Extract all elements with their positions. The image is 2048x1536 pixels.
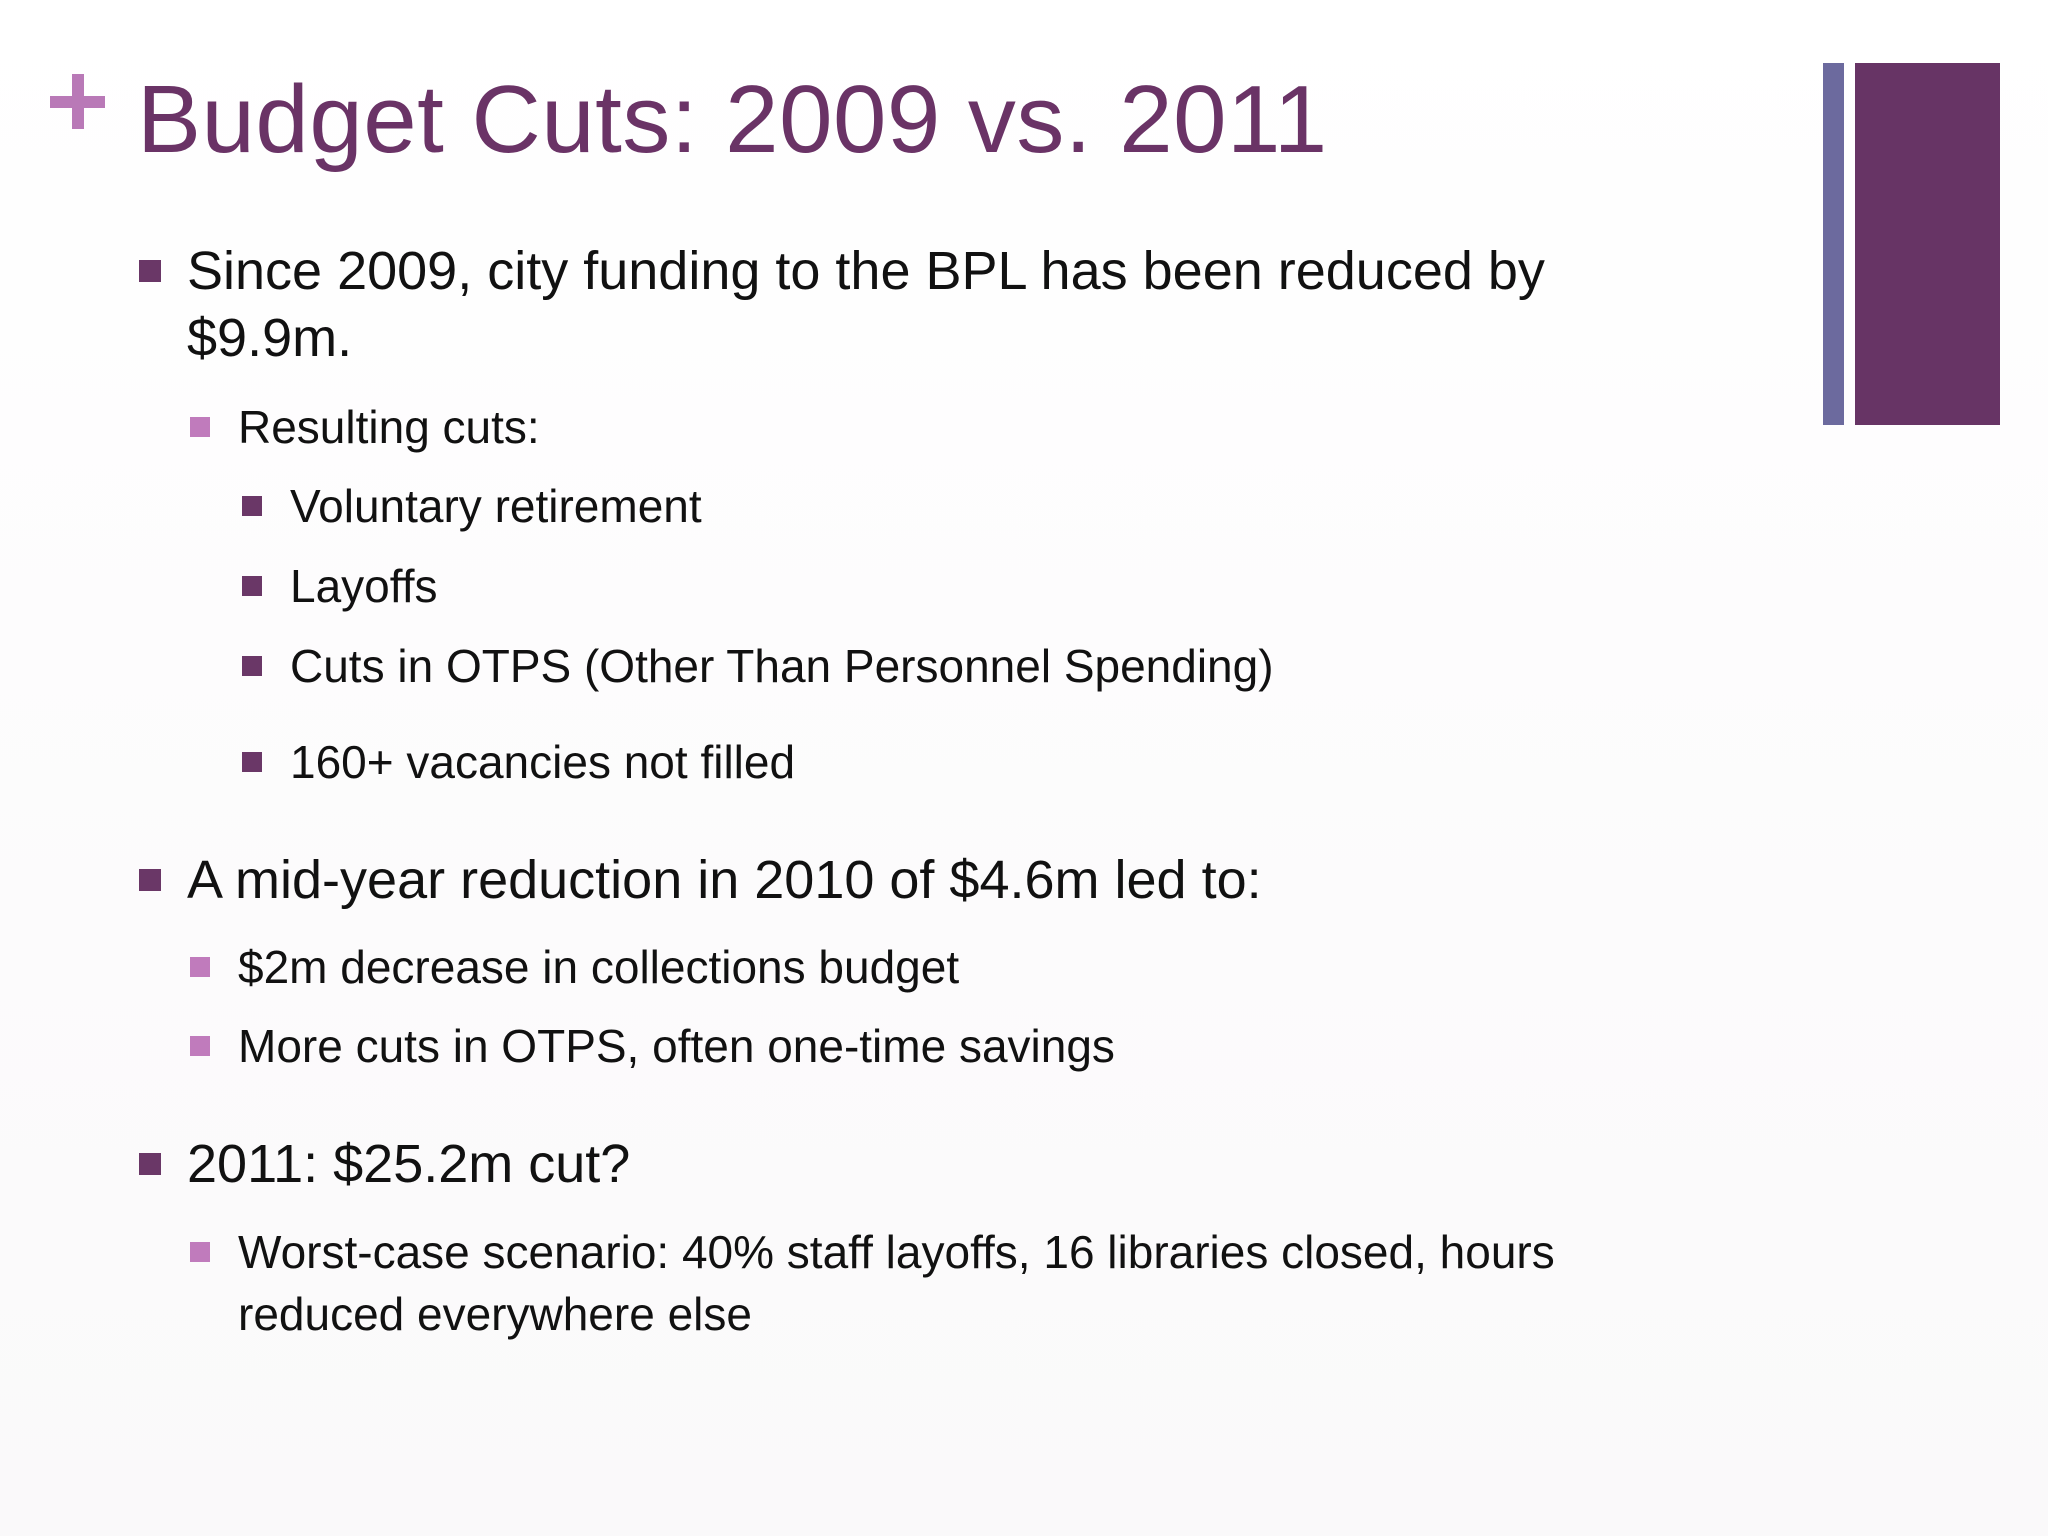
decorative-bar-thin — [1823, 63, 1844, 425]
bullet-marker — [139, 1153, 161, 1175]
bullet-marker — [242, 656, 262, 676]
bullet-text-line: Layoffs — [290, 560, 438, 612]
bullet-marker — [190, 1036, 210, 1056]
bullet-marker — [190, 1242, 210, 1262]
bullet-marker — [242, 496, 262, 516]
bullet-text-line: $2m decrease in collections budget — [238, 941, 960, 993]
bullet-text-line: Voluntary retirement — [290, 480, 702, 532]
bullet-text-line: reduced everywhere else — [238, 1288, 752, 1340]
bullet-text-line: Worst-case scenario: 40% staff layoffs, 16 libraries closed, hours — [238, 1226, 1555, 1278]
decorative-bar-thick — [1855, 63, 2000, 425]
bullet-text-line: More cuts in OTPS, often one-time savings — [238, 1020, 1115, 1072]
bullet-text-line: $9.9m. — [187, 308, 353, 368]
bullet-marker — [139, 260, 161, 282]
bullet-marker — [242, 752, 262, 772]
bullet-text-line: A mid-year reduction in 2010 of $4.6m led to: — [187, 850, 1262, 910]
bullet-marker — [190, 957, 210, 977]
bullet-text-line: Resulting cuts: — [238, 401, 540, 453]
bullet-text-line: 160+ vacancies not filled — [290, 736, 796, 788]
bullet-marker — [190, 417, 210, 437]
bullet-marker — [139, 869, 161, 891]
plus-icon — [50, 74, 105, 129]
bullet-marker — [242, 576, 262, 596]
bullet-text-line: Since 2009, city funding to the BPL has been reduced by — [187, 241, 1545, 301]
slide-title: Budget Cuts: 2009 vs. 2011 — [137, 66, 1328, 173]
bullet-text-line: 2011: $25.2m cut? — [187, 1134, 631, 1194]
bullet-text-line: Cuts in OTPS (Other Than Personnel Spending) — [290, 640, 1274, 692]
